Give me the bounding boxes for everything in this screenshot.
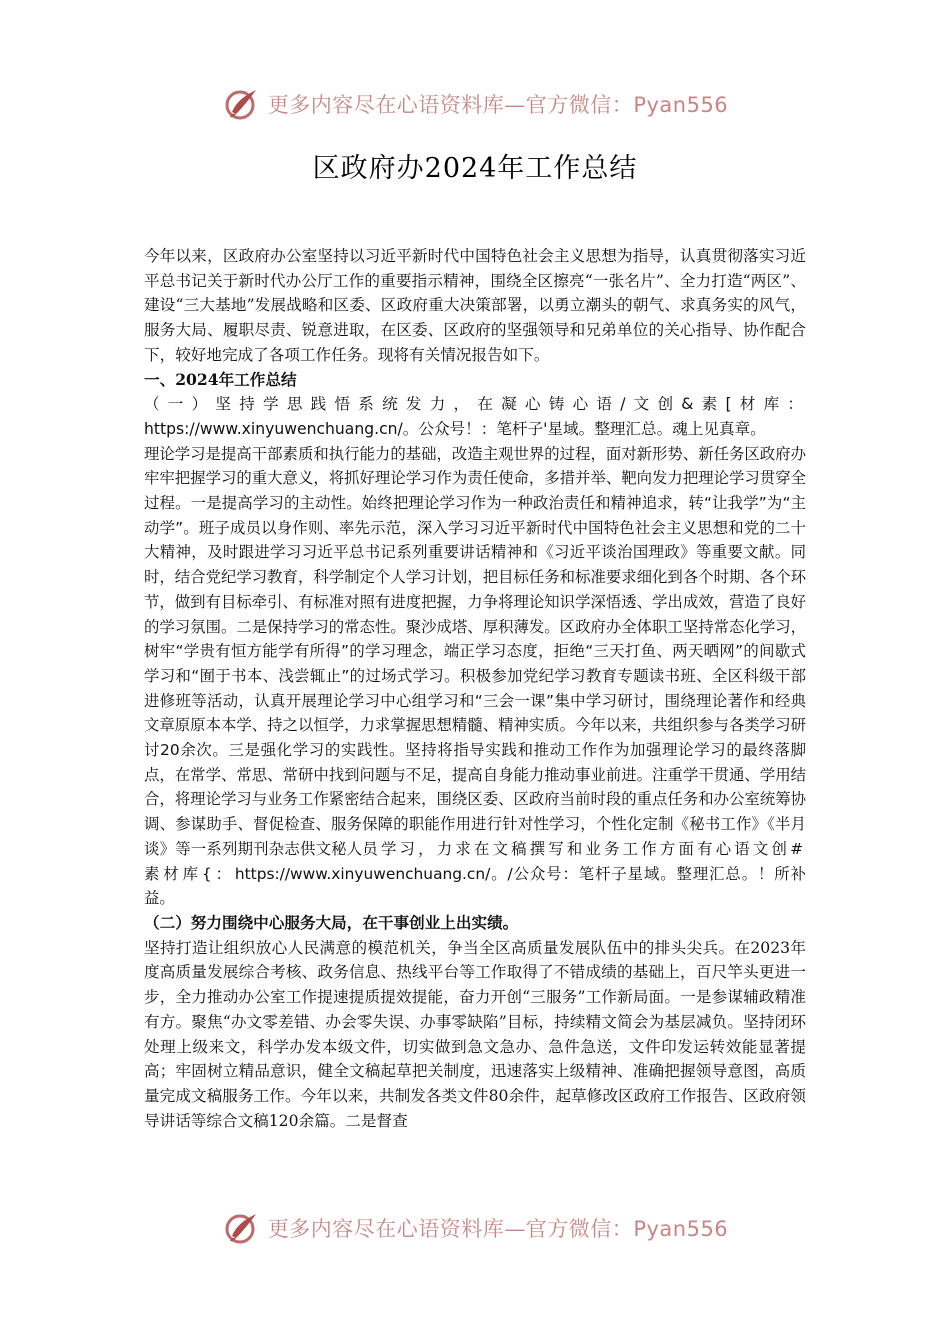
document-body <box>144 244 806 1133</box>
paragraph-theory-study: 理论学习是提高干部素质和执行能力的基础，改造主观世界的过程，面对新形势、新任务区政府办牢牢把握学习的重大意义，将抓好理论学习作为责任使命，多措并举、靶向发力把理论学习贯穿全过程。一是提高学习的主动性。始终把理论学习作为一种政治责任和精神追求，转“让我学”为“主动学”。班子成员以身作则、率先示范，深入学习习近平新时代中国特色社会主义思想和党的二十大精神，及时跟进学习习近平总书记系列重要讲话精神和《习近平谈治国理政》等重要文献。同时，结合党纪学习教育，科学制定个人学习计划，把目标任务和标准要求细化到各个时期、各个环节，做到有目标牵引、有标准对照有进度把握，力争将理论知识学深悟透、学出成效，营造了良好的学习氛围。二是保持学习的常态性。聚沙成塔、厚积薄发。区政府办全体职工坚持常态化学习，树牢“学贵有恒方能学有所得”的学习理念，端正学习态度，拒绝“三天打鱼、两天晒网”的间歇式学习和“囿于书本、浅尝辄止”的过场式学习。积极参加党纪学习教育专题读书班、全区科级干部进修班等活动，认真开展理论学习中心组学习和“三会一课”集中学习研讨，围绕理论著作和经典文章原原本本学、持之以恒学，力求掌握思想精髓、精神实质。今年以来，共组织参与各类学习研讨20余次。三是强化学习的实践性。坚持将指导实践和推动工作作为加强理论学习的最终落脚点，在常学、常思、常研中找到问题与不足，提高自身能力推动事业前进。注重学干贯通、学用结合，将理论学习与业务工作紧密结合起来，围绕区委、区政府当前时段的重点任务和办公室统筹协调、参谋助手、督促检查、服务保障的职能作用进行针对性学习，个性化定制《秘书工作》《半月谈》等一系列期刊杂志供文秘人员学习，力求在文稿撰写和业务工作方面有心语文创#素材库{：https://www.xinyuwenchuang.cn/。/公众号：笔杆子星域。整理汇总。！所补益。 <box>144 444 806 908</box>
intro-paragraph: 今年以来，区政府办公室坚持以习近平新时代中国特色社会主义思想为指导，认真贯彻落实习近平总书记关于新时代办公厅工作的重要指示精神，围绕全区擦亮“一张名片”、全力打造“两区”、建设“三大基地”发展战略和区委、区政府重大决策部署，以勇立潮头的朝气、求真务实的风气，服务大局、履职尽责、锐意进取，在区委、区政府的坚强领导和兄弟单位的关心指导、协作配合下，较好地完成了各项工作任务。现将有关情况报告如下。 <box>144 247 806 364</box>
watermark-text: 更多内容尽在心语资料库—官方微信：Pyan556 <box>267 93 729 117</box>
paragraph-service: 坚持打造让组织放心人民满意的模范机关，争当全区高质量发展队伍中的排头尖兵。在2023年度高质量发展综合考核、政务信息、热线平台等工作取得了不错成绩的基础上，百尺竿头更进一步，全力推动办公室工作提速提质提效提能，奋力开创“三服务”工作新局面。一是参谋辅政精准有方。聚焦“办文零差错、办会零失误、办事零缺陷”目标，持续精文简会为基层减负。坚持闭环处理上级来文，科学办发本级文件，切实做到急文急办、急件急送，文件印发运转效能显著提高；牢固树立精品意识，健全文稿起草把关制度，迅速落实上级精神、准确把握领导意图，高质量完成文稿服务工作。今年以来，共制发各类文件80余件，起草修改区政府工作报告、区政府领导讲话等综合文稿120余篇。二是督查 <box>144 938 806 1130</box>
subsection-heading-1: （一）坚持学思践悟系统发力，在凝心铸心语/文创&素[材库：https://www.xinyuwenchuang.cn/。公众号！：笔杆子'星域。整理汇总。魂上见真章。 <box>144 395 806 438</box>
section-heading: 一、2024年工作总结 <box>144 369 297 389</box>
watermark-footer <box>0 1206 950 1250</box>
page-title: 区政府办2024年工作总结 <box>312 153 638 184</box>
watermark-text: 更多内容尽在心语资料库—官方微信：Pyan556 <box>267 1217 729 1241</box>
subsection-heading-2: （二）努力围绕中心服务大局，在干事创业上出实绩。 <box>144 913 519 932</box>
brush-logo-icon <box>222 84 262 124</box>
brush-logo-icon <box>222 1208 262 1248</box>
watermark-header <box>0 82 950 126</box>
